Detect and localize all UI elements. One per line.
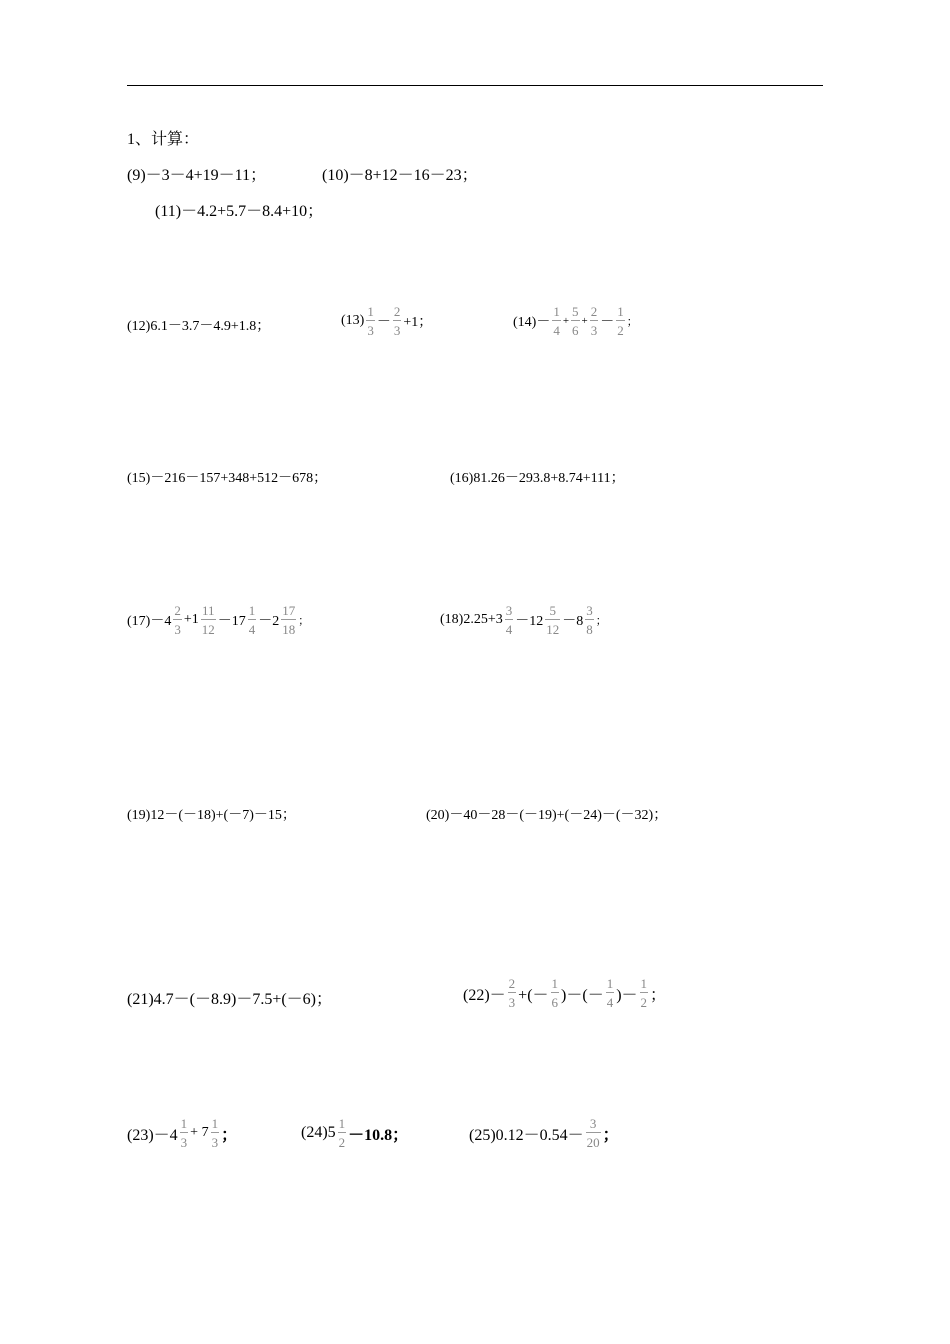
text: (25)0.12－0.54－ (469, 1126, 584, 1144)
denominator: 8 (585, 619, 594, 636)
denominator: 18 (281, 619, 296, 636)
denominator: 4 (248, 619, 257, 636)
text: (22)－ (463, 986, 506, 1004)
problem-13 (341, 305, 432, 337)
denominator: 3 (366, 320, 375, 337)
problem-9: (9)－3－4+19－11； (127, 167, 267, 184)
denominator: 3 (393, 320, 402, 337)
text: ； (221, 1126, 238, 1144)
text: + (562, 315, 570, 327)
text: )－(－ (561, 986, 604, 1004)
denominator: 20 (586, 1132, 601, 1149)
fraction (640, 977, 649, 1009)
problem-19: (19)12－(－18)+(－7)－15； (127, 808, 296, 823)
text: －12 (515, 614, 544, 629)
numerator: 2 (590, 304, 598, 319)
problem-24 (301, 1117, 408, 1149)
numerator: 1 (180, 1116, 188, 1131)
problem-18 (440, 604, 607, 636)
denominator: 3 (211, 1132, 220, 1149)
denominator: 2 (640, 992, 649, 1009)
text: ； (602, 1126, 619, 1144)
text: (18)2.25+3 (440, 612, 503, 627)
text: (13) (341, 313, 365, 328)
text: )－ (616, 986, 638, 1004)
numerator: 1 (553, 304, 560, 319)
problem-16: (16)81.26－293.8+8.74+111； (450, 471, 625, 486)
problem-17 (127, 604, 309, 636)
numerator: 1 (617, 304, 624, 319)
numerator: 5 (549, 603, 556, 618)
problem-12: (12)6.1－3.7－4.9+1.8； (127, 319, 271, 334)
text: －2 (258, 614, 280, 629)
numerator: 1 (551, 976, 559, 991)
fraction (248, 604, 257, 636)
problem-21: (21)4.7－(－8.9)－7.5+(－6)； (127, 991, 332, 1008)
fraction (281, 604, 296, 636)
numerator: 2 (393, 304, 401, 319)
problem-15: (15)－216－157+348+512－678； (127, 471, 328, 486)
text: －17 (217, 614, 246, 629)
numerator: 1 (606, 976, 614, 991)
denominator: 6 (571, 320, 580, 337)
text: (14)－ (513, 315, 551, 330)
text: +1； (403, 315, 433, 330)
fraction (616, 305, 625, 337)
fraction (571, 305, 580, 337)
denominator: 2 (338, 1132, 347, 1149)
text: － (376, 315, 391, 330)
text: + (581, 315, 588, 327)
denominator: 3 (180, 1132, 189, 1149)
text: － (600, 315, 615, 330)
numerator: 1 (211, 1116, 219, 1131)
fraction (201, 604, 216, 636)
problem-14 (513, 305, 638, 337)
problem-22 (463, 977, 666, 1009)
numerator: 3 (589, 1116, 597, 1131)
numerator: 17 (282, 603, 296, 618)
denominator: 3 (173, 619, 182, 636)
fraction (173, 604, 182, 636)
text: (17)－4 (127, 614, 172, 629)
text: (24)5 (301, 1124, 336, 1141)
text: ； (298, 615, 310, 627)
numerator: 1 (338, 1116, 346, 1131)
text: ； (650, 986, 667, 1004)
denominator: 2 (616, 320, 625, 337)
fraction (366, 305, 375, 337)
text: +(－ (518, 986, 549, 1004)
problem-20: (20)－40－28－(－19)+(－24)－(－32)； (426, 808, 668, 823)
fraction (180, 1117, 189, 1149)
problem-23 (127, 1117, 237, 1149)
denominator: 6 (551, 992, 560, 1009)
fraction (211, 1117, 220, 1149)
denominator: 4 (505, 619, 514, 636)
denominator: 4 (552, 320, 561, 337)
text: (23)－4 (127, 1126, 178, 1144)
fraction (590, 305, 599, 337)
problem-11: (11)－4.2+5.7－8.4+10； (155, 203, 324, 220)
text: ； (595, 615, 607, 627)
denominator: 12 (545, 619, 560, 636)
fraction (508, 977, 517, 1009)
text: －8 (562, 614, 584, 629)
denominator: 12 (201, 619, 216, 636)
fraction (586, 1117, 601, 1149)
numerator: 5 (572, 304, 579, 319)
numerator: 11 (201, 603, 215, 618)
problem-25 (469, 1117, 619, 1149)
fraction (585, 604, 594, 636)
numerator: 1 (640, 976, 648, 991)
text: + 7 (190, 1125, 209, 1140)
fraction (552, 305, 561, 337)
text: －10.8； (348, 1126, 409, 1144)
numerator: 1 (248, 603, 256, 618)
section-title: 1、计算： (127, 131, 200, 148)
fraction (338, 1117, 347, 1149)
numerator: 3 (505, 603, 513, 618)
denominator: 3 (508, 992, 517, 1009)
header-rule (127, 85, 823, 86)
numerator: 3 (586, 603, 593, 618)
numerator: 2 (508, 976, 516, 991)
numerator: 1 (367, 304, 374, 319)
fraction (393, 305, 402, 337)
fraction (606, 977, 615, 1009)
fraction (551, 977, 560, 1009)
numerator: 2 (174, 603, 181, 618)
denominator: 3 (590, 320, 599, 337)
fraction (505, 604, 514, 636)
problem-10: (10)－8+12－16－23； (322, 167, 478, 184)
text: ； (626, 316, 638, 328)
denominator: 4 (606, 992, 615, 1009)
text: +1 (183, 612, 199, 627)
fraction (545, 604, 560, 636)
